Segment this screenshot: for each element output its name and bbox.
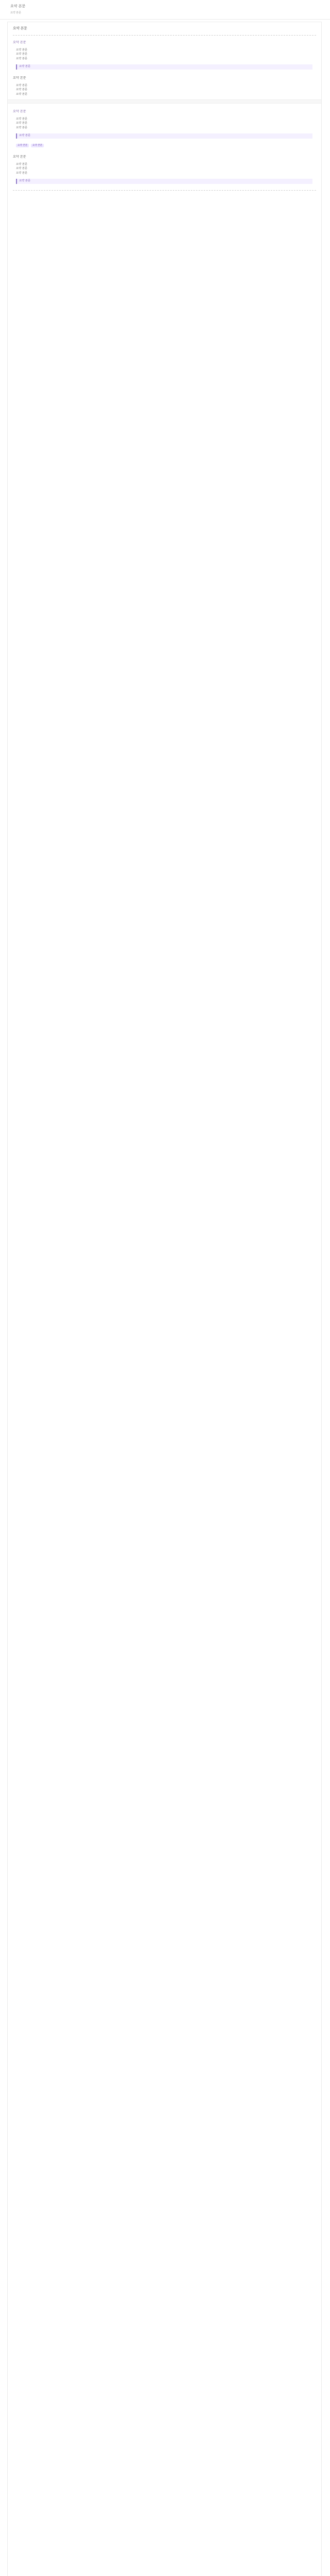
body-line: 요약 본문 [16, 122, 28, 125]
header-small-label: 요약 본문 [10, 11, 21, 14]
intro-title: 요약 본문 [13, 26, 27, 30]
highlight-note-3: 요약 본문 [16, 179, 312, 184]
body-line: 요약 본문 [16, 88, 28, 92]
body-line: 요약 본문 [16, 171, 28, 175]
highlight-note-1: 요약 본문 [16, 64, 312, 70]
body-line: 요약 본문 [16, 92, 28, 96]
tag-row [16, 143, 312, 147]
section-heading-2: 요약 본문 [13, 76, 26, 80]
content-divider [13, 190, 316, 191]
highlight-note-2: 요약 본문 [16, 133, 312, 139]
section-heading-1: 요약 본문 [13, 41, 26, 44]
body-line: 요약 본문 [16, 57, 28, 60]
section-separator [8, 99, 321, 104]
body-line: 요약 본문 [16, 126, 28, 129]
body-line: 요약 본문 [16, 53, 28, 56]
section-heading-3: 요약 본문 [13, 110, 26, 113]
body-line: 요약 본문 [16, 117, 28, 121]
breadcrumb: 요약 본문 [10, 4, 26, 8]
tag-pill: 요약 본문 [31, 144, 44, 147]
tag-pill: 요약 본문 [16, 144, 29, 147]
section-body-3 [16, 117, 312, 130]
content-divider [13, 35, 316, 36]
section-heading-4: 요약 본문 [13, 155, 26, 159]
body-line: 요약 본문 [16, 167, 28, 171]
body-line: 요약 본문 [16, 84, 28, 87]
section-body-2 [16, 83, 312, 96]
main-content-panel [7, 22, 322, 2576]
top-header [0, 0, 330, 20]
body-line: 요약 본문 [16, 163, 28, 166]
body-line: 요약 본문 [16, 48, 28, 52]
section-body-4 [16, 162, 312, 175]
section-body-1 [16, 48, 312, 61]
